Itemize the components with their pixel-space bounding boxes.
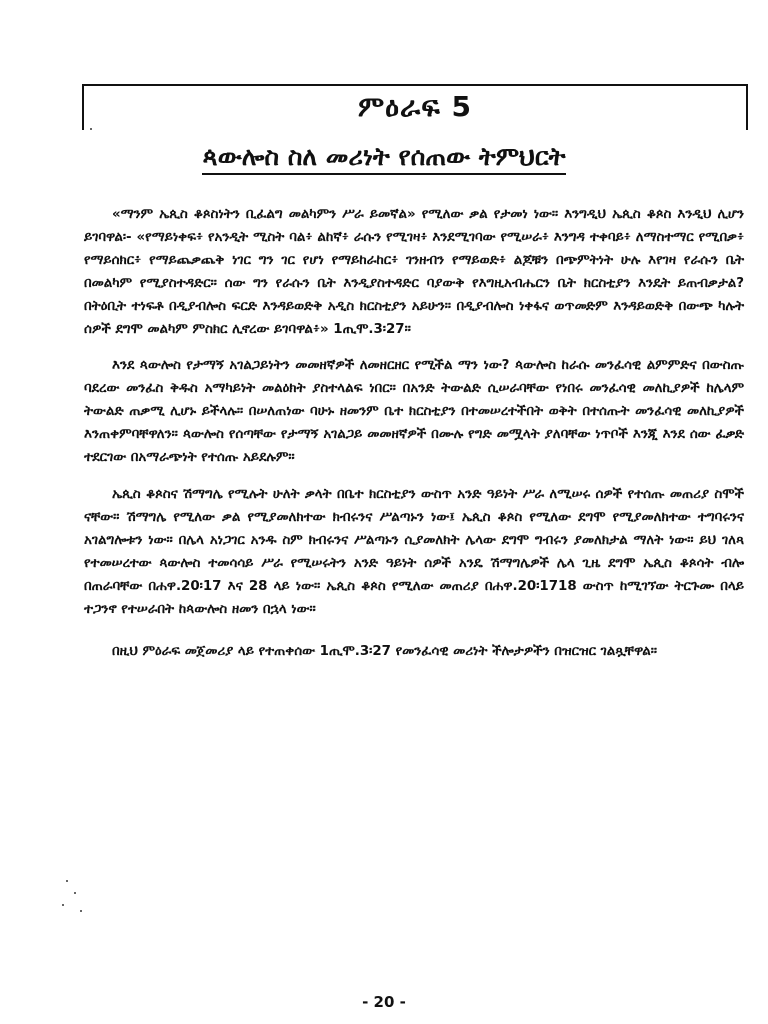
paragraph-2: እንደ ጳውሎስ የታማኝ አገልጋይነትን መመዘኛዎች ለመዘርዘር የሚችል ማን ነው? ጳውሎስ ከራሱ መንፈሳዊ ልምምድና በውስጡ ባደረው መንፈስ ቅዱስ አማካይነት መልዕክት ያስተላልፍ ነበር። በአንድ ትውልድ ሲሠራባቸው የነበሩ መንፈሳዊ መለኪያዎች ከሌላም ትውልድ ጠቃሚ ሊሆኑ ይችላሉ። በሠለጠነው ባሁኑ ዘመንም ቤተ ክርስቲያን በተመሠረተችበት ወቅት በተሰጡት መንፈሳዊ መለኪያዎች እንጠቀምባቸዋለን። ጳውሎስ የሰጣቸው የታማኝ አገልጋይ መመዘኛዎች በሙሉ የግድ መሟላት ያለባቸው ነጥቦች እንጂ እንደ ሰው ፈቃድ ተደርገው በአማራጭነት የተሰጡ አይደሉም። <box>84 358 744 466</box>
chapter-header-box <box>82 84 748 130</box>
page-title-wrap <box>0 142 768 172</box>
scan-speck <box>62 904 64 906</box>
chapter-heading: ምዕራፍ 5 <box>358 90 472 123</box>
page-number: - 20 - <box>362 993 406 1011</box>
scan-speck <box>90 128 92 130</box>
scan-speck <box>66 880 68 882</box>
paragraph-4: በዚህ ምዕራፍ መጀመሪያ ላይ የተጠቀሰው 1ጢሞ.3፡27 የመንፈሳዊ መሪነት ችሎታዎችን በዝርዝር ገልጿቸዋል። <box>112 644 658 660</box>
paragraph-1: «ማንም ኤጲስ ቆጶስነትን ቢፈልግ መልካምን ሥራ ይመኛል» የሚለው ቃል የታመነ ነው። እንግዲህ ኤጲስ ቆጶስ እንዲህ ሊሆን ይገባዋል፡- «የማይነቀፍ፥ የአንዲት ሚስት ባል፥ ልከኛ፥ ራሱን የሚገዛ፥ እንደሚገባው የሚሠራ፥ እንግዳ ተቀባይ፥ ለማስተማር የሚበቃ፥ የማይሰክር፥ የማይጨቃጨቅ ነገር ግን ገር የሆነ የማይከራከር፥ ገንዘብን የማይወድ፥ ልጆቹን በጭምትነት ሁሉ እየገዛ የራሱን ቤት በመልካም የሚያስተዳድር። ሰው ግን የራሱን ቤት እንዲያስተዳድር ባያውቅ የእግዚአብሔርን ቤት ክርስቲያን እንዴት ይጠብቃታል? በትዕቢት ተነፍቶ በዲያብሎስ ፍርድ እንዳይወድቅ አዲስ ክርስቲያን አይሁን። በዲያብሎስ ነቀፋና ወጥመድም እንዳይወድቅ በውጭ ካሉት ሰዎች ደግሞ መልካም ምስክር ሊኖረው ይገባዋል፥» 1ጢሞ.3፡27። <box>84 207 744 337</box>
body-text <box>84 204 744 678</box>
paragraph-3: ኤጲስ ቆጶስና ሽማግሌ የሚሉት ሁለት ቃላት በቤተ ክርስቲያን ውስጥ አንድ ዓይነት ሥራ ለሚሠሩ ሰዎች የተሰጡ መጠሪያ ስሞች ናቸው። ሽማግሌ የሚለው ቃል የሚያመለክተው ክብሩንና ሥልጣኑን ነው፤ ኤጲስ ቆጶስ የሚለው ደግሞ የሚያመለክተው ተግባሩንና አገልግሎቱን ነው። በሌላ አነጋገር አንዱ ስም ክብሩንና ሥልጣኑን ሲያመለክት ሌላው ደግሞ ግብሩን ያመለክታል ማለት ነው። ይህ ገለጻ የተመሠረተው ጳውሎስ ተመሳሳይ ሥራ የሚሠሩትን አንድ ዓይነት ሰዎች አንዴ ሽማግሌዎች ሌላ ጊዜ ደግሞ ኤጲስ ቆጶሳት ብሎ በጠራባቸው በሐዋ.20፡17 እና 28 ላይ ነው። ኤጲስ ቆጶስ የሚለው መጠሪያ በሐዋ.20፡1718 ውስጥ ከሚገኘው ትርጉሙ በላይ ተጋንኖ የተሠራበት ከጳውሎስ ዘመን በኋላ ነው። <box>84 486 744 617</box>
scan-speck <box>74 892 76 894</box>
page-title: ጳውሎስ ስለ መሪነት የሰጠው ትምህርት <box>202 142 565 175</box>
scan-speck <box>80 910 82 912</box>
